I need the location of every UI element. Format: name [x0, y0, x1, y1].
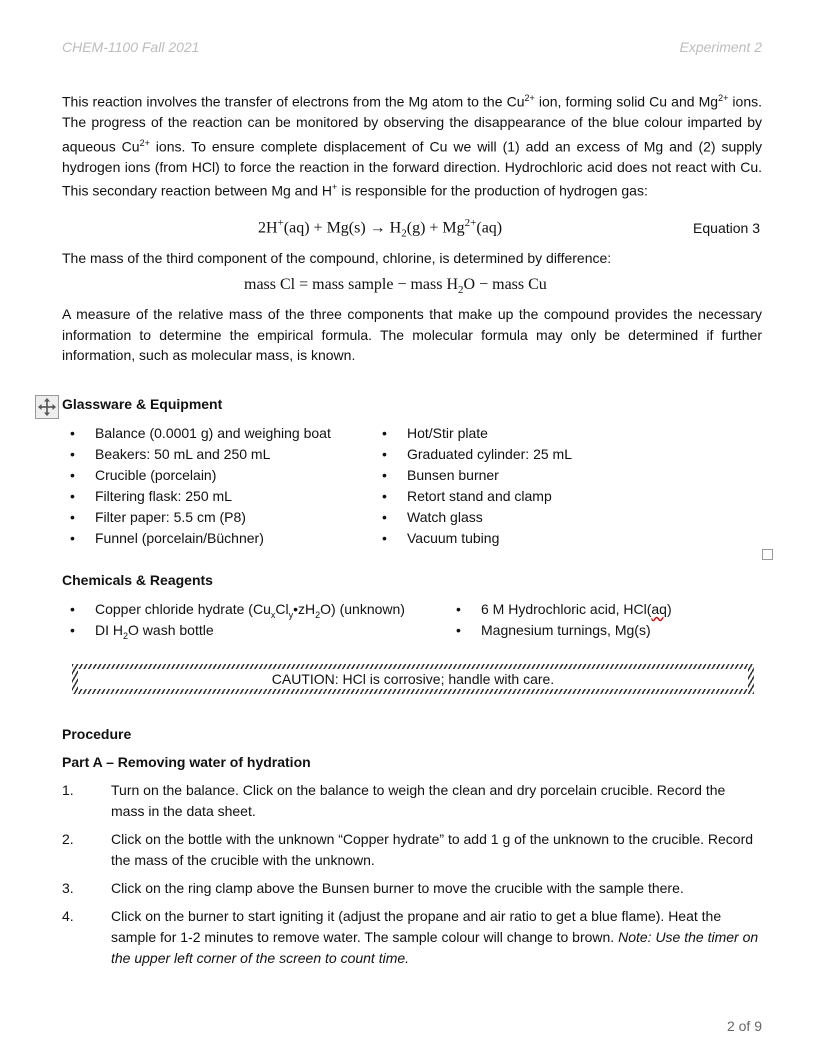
equation-3: $2H^+(aq) + Mg(s) \to H_2(g) + Mg^{2+}(aq)$ — [258, 217, 503, 240]
table-resize-handle[interactable] — [762, 549, 773, 560]
list-item: • DI $H_2O$ wash bottle — [62, 620, 405, 641]
part-a-heading: Part A – Removing water of hydration — [62, 754, 311, 770]
list-item: • Hot/Stir plate — [374, 423, 572, 444]
chemicals-heading: Chemicals & Reagents — [62, 572, 213, 588]
chlorine-paragraph: The mass of the third component of the compound, chlorine, is determined by difference: — [62, 250, 612, 266]
table-move-handle[interactable] — [35, 395, 59, 419]
intro-paragraph: This reaction involves the transfer of electrons from the Mg atom to the $Cu^{2+}$ ion, forming solid Cu and $Mg^{2+}$ ions. The progress of the reaction can be monitored by observing the disappearance of the blue colour imparted by aqueous $Cu^{2+}$ ions. To ensure complete displacement of Cu we will (1) add an excess of Mg and (2) supply hydrogen ions (from HCl) to force the reaction in the forward direction. Hydrochloric acid does not react with Cu. This secondary reaction between Mg and H+ is responsible for the production of hydrogen gas: — [62, 93, 763, 199]
procedure-step — [62, 878, 762, 899]
list-item: • Funnel (porcelain/Büchner) — [62, 528, 331, 549]
procedure-heading: Procedure — [62, 726, 132, 742]
header-experiment: Experiment 2 — [679, 39, 762, 55]
chemicals-list-right — [448, 599, 672, 641]
equation-3-label: Equation 3 — [693, 220, 760, 236]
procedure-step — [62, 829, 762, 871]
list-item: • Copper chloride hydrate $(Cu_xCl_y•zH_2O)$ (unknown) — [62, 599, 405, 620]
step-text: Click on the bottle with the unknown “Copper hydrate” to add 1 g of the unknown to the crucible. Record the mass of the crucible with the unknown. — [111, 831, 754, 868]
step-note: Note: Use the timer on the upper left corner of the screen to count time. — [111, 929, 759, 966]
list-item: • Graduated cylinder: 25 mL — [374, 444, 572, 465]
step-number: 2. — [62, 831, 74, 847]
empirical-paragraph: A measure of the relative mass of the three components that make up the compound provides the necessary information to determine the empirical formula. The molecular formula may only be determined if further information, such as molecular mass, is known. — [62, 306, 762, 363]
glassware-list-left — [62, 423, 331, 549]
procedure-step — [62, 780, 762, 822]
step-text: Click on the ring clamp above the Bunsen burner to move the crucible with the sample there. — [111, 880, 684, 896]
header-course: CHEM-1100 Fall 2021 — [62, 39, 200, 55]
list-item: • Vacuum tubing — [374, 528, 572, 549]
glassware-list-right — [374, 423, 572, 549]
caution-box — [72, 664, 754, 694]
list-item: • Crucible (porcelain) — [62, 465, 331, 486]
step-text: Turn on the balance. Click on the balance to weigh the clean and dry porcelain crucible. Record the mass in the data sheet. — [111, 782, 726, 819]
list-item: • Balance (0.0001 g) and weighing boat — [62, 423, 331, 444]
step-text: Click on the burner to start igniting it (adjust the propane and air ratio to get a blue flame). Heat the sample for 1-2 minutes to remove water. The sample colour will change to brown. — [111, 908, 722, 945]
equation-difference: mass Cl = mass sample − mass $H_2O$ − mass Cu — [244, 276, 547, 297]
chemicals-list-left — [62, 599, 405, 641]
spelling-error-mark[interactable]: aq — [651, 601, 667, 617]
list-item: • 6 M Hydrochloric acid, HCl(aq) — [448, 599, 672, 620]
step-number: 3. — [62, 880, 74, 896]
list-item: • Watch glass — [374, 507, 572, 528]
list-item: • Magnesium turnings, Mg(s) — [448, 620, 672, 641]
step-number: 4. — [62, 908, 74, 924]
page-number: 2 of 9 — [726, 1018, 762, 1034]
list-item: • Filtering flask: 250 mL — [62, 486, 331, 507]
step-number: 1. — [62, 782, 74, 798]
caution-text: CAUTION: HCl is corrosive; handle with care. — [78, 669, 748, 689]
list-item: • Retort stand and clamp — [374, 486, 572, 507]
procedure-step — [62, 906, 762, 969]
list-item: • Beakers: 50 mL and 250 mL — [62, 444, 331, 465]
procedure-steps — [62, 780, 762, 969]
list-item: • Bunsen burner — [374, 465, 572, 486]
glassware-heading: Glassware & Equipment — [62, 396, 223, 412]
list-item: • Filter paper: 5.5 cm (P8) — [62, 507, 331, 528]
move-icon — [38, 398, 56, 416]
